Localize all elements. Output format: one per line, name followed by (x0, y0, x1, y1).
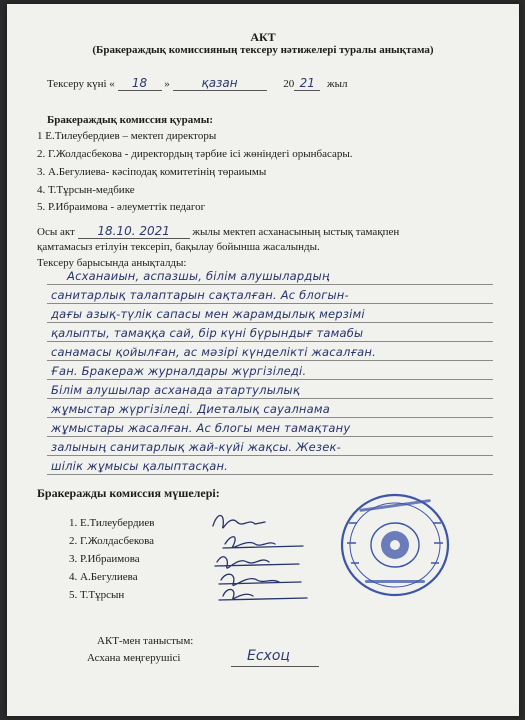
date-year-suffix: 21 (294, 76, 320, 91)
signature-ibraimova (215, 557, 299, 568)
kitchen-head-signature: Есхоц (247, 648, 290, 664)
date-day: 18 (118, 76, 162, 91)
signature-begulieva (219, 574, 301, 585)
ruled-line (47, 360, 493, 361)
finding-line: қалыпты, тамаққa сай, бір күні бүрындығ тамабы (51, 326, 364, 340)
composition-member: 5. Р.Ибраимова - әлеуметтік педагог (37, 201, 206, 213)
signature-line (231, 666, 319, 667)
ruled-line (47, 341, 493, 342)
finding-line: дағы азық-түлік сапасы мен жарамдылық мерзімі (51, 307, 365, 321)
composition-member: 1 Е.Тилеубердиев – мектеп директоры (37, 130, 217, 142)
act-line-3: Тексеру барысында анықталды: (37, 257, 187, 269)
date-prefix: Тексеру күні « (47, 78, 115, 90)
signatures-heading: Бракеражды комиссия мүшелері: (37, 486, 220, 500)
finding-line: Білім алушылар асханада атартулылық (51, 383, 300, 397)
official-stamp (339, 492, 451, 598)
act-suffix: жылы мектеп асханасының ыстық тамақпен (192, 226, 400, 238)
ruled-line (47, 379, 493, 380)
ruled-line (47, 417, 493, 418)
composition-member: 2. Г.Жолдасбекова - директордың тәрбие ісі жөніндегі орынбасары. (37, 148, 353, 160)
signatures-scribbles (203, 504, 323, 604)
ruled-line (47, 284, 493, 285)
act-prefix: Осы акт (37, 226, 75, 238)
composition-member: 3. А.Бегулиева- кәсіподақ комитетінің төраиымы (37, 166, 267, 178)
composition-member: 4. Т.Тұрсын-медбике (37, 184, 135, 196)
date-month: қазан (173, 76, 267, 91)
finding-line: жұмыстар жүргізіледі. Диеталық сауалнама (51, 402, 331, 416)
date-line (47, 76, 348, 91)
signature-tileuberdiev (213, 516, 265, 528)
finding-line: санитарлық талаптарын сақталған. Ас блогын- (51, 288, 349, 302)
date-year-prefix: 20 (283, 78, 295, 90)
signature-tursyn (219, 589, 307, 600)
signatory-name: 2. Г.Жолдасбекова (69, 535, 155, 547)
act-date: 18.10. 2021 (78, 224, 190, 239)
document-title: АКТ (250, 30, 276, 44)
date-close-quote: » (164, 78, 170, 90)
ruled-line (47, 474, 493, 475)
ruled-line (47, 303, 493, 304)
finding-line: Ған. Бракераж журналдары жүргізіледі. (51, 364, 307, 378)
ruled-line (47, 455, 493, 456)
signatory-name: 5. Т.Тұрсын (69, 589, 125, 601)
ruled-line (47, 398, 493, 399)
finding-line: жұмыстары жасалған. Ас блогы мен тамақтану (51, 421, 351, 435)
act-line-2: қамтамасыз етілуін тексеріп, бақылау бойынша жасалынды. (37, 241, 320, 253)
date-suffix: жыл (327, 78, 348, 90)
acquaint-label: АКТ-мен таныстым: (97, 635, 194, 647)
composition-heading: Бракераждық комиссия қурамы: (47, 114, 213, 126)
document-subtitle: (Бракераждық комиссияның тексеру нәтижелері туралы анықтама) (92, 44, 434, 56)
ruled-line (47, 322, 493, 323)
finding-line: санамасы қойылған, ас мәзірі күнделікті жасалған. (51, 345, 376, 359)
signatory-name: 3. Р.Ибраимова (69, 553, 140, 565)
kitchen-head-label: Асхана меңгерушісі (87, 652, 181, 664)
signatory-name: 4. А.Бегулиева (69, 571, 138, 583)
act-line (37, 224, 399, 239)
document-page (7, 4, 519, 716)
finding-line: залының санитарлық жай-күйі жақсы. Жезек- (51, 440, 342, 454)
signature-zholdasbekova (223, 537, 303, 548)
signatory-name: 1. Е.Тилеубердиев (69, 517, 155, 529)
finding-line: Асханаиын, аспазшы, білім алушылардың (67, 269, 330, 283)
ruled-line (47, 436, 493, 437)
finding-line: шілік жұмысы қалыптасқан. (51, 459, 229, 473)
